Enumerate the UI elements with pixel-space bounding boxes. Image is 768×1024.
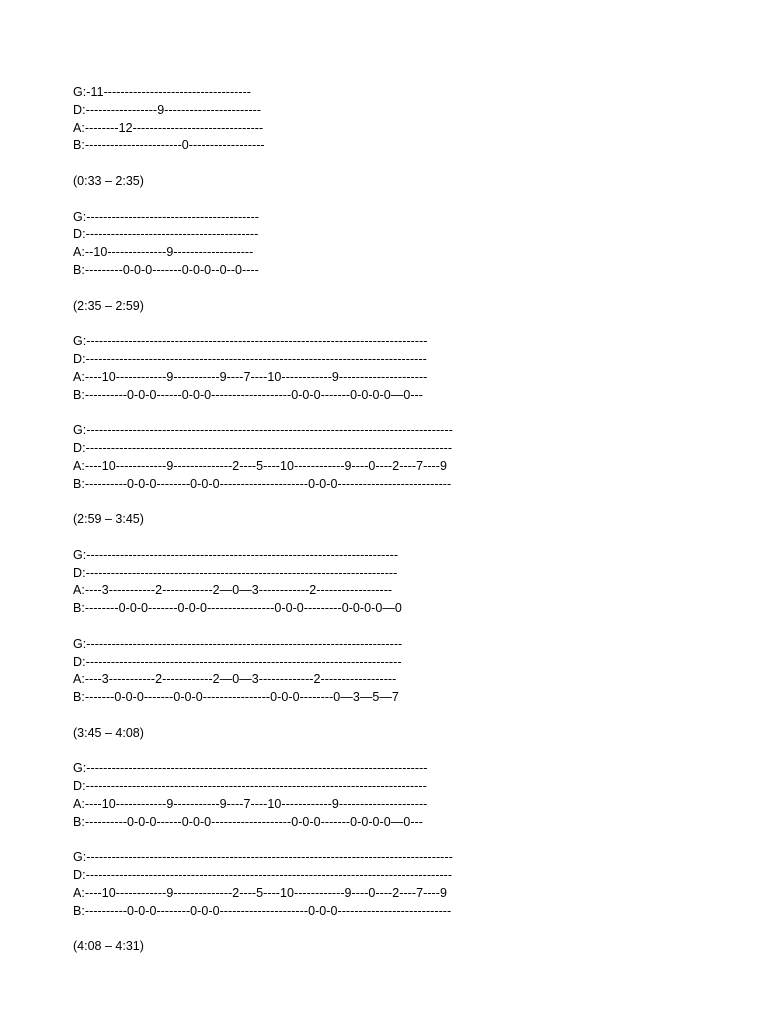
spacer [73,529,753,547]
section-timestamp: (2:59 – 3:45) [73,512,144,527]
tab-line-a: A:----10------------9--------------2----5----10------------9----0----2----7----9 [73,885,447,900]
tablature-document [73,84,753,956]
tab-block-1 [73,84,753,155]
tab-line-b: B:--------0-0-0-------0-0-0----------------0-0-0---------0-0-0-0—0 [73,601,402,616]
tab-line-d: D:--------------------------------------------------------------------------------------- [73,440,453,455]
tab-line-d: D:--------------------------------------------------------------------------------- [73,779,427,794]
tab-line-d: D:--------------------------------------------------------------------------------------- [73,868,453,883]
tab-line-a: A:----3-----------2------------2—0—3------------2------------------ [73,583,393,598]
spacer [73,920,753,938]
spacer [73,742,753,760]
tab-line-g: G:--------------------------------------------------------------------------------- [73,334,428,349]
tab-line-d: D:-----------------9----------------------- [73,102,262,117]
tab-block-3 [73,333,753,404]
spacer [73,404,753,422]
tab-block-4 [73,422,753,493]
tab-line-a: A:----10------------9-----------9----7----10------------9--------------------- [73,369,428,384]
spacer [73,707,753,725]
tab-line-a: A:--------12------------------------------- [73,120,264,135]
tab-line-b: B:---------0-0-0-------0-0-0--0--0---- [73,262,259,277]
tab-line-d: D:-------------------------------------------------------------------------- [73,565,398,580]
tab-line-b: B:-----------------------0------------------ [73,138,265,153]
section-timestamp: (2:35 – 2:59) [73,298,144,313]
tab-line-g: G:-11----------------------------------- [73,85,252,99]
tab-line-d: D:----------------------------------------- [73,227,259,242]
tab-line-g: G:--------------------------------------------------------------------------------------- [73,850,453,865]
tab-line-g: G:--------------------------------------------------------------------------------- [73,761,428,776]
tab-line-a: A:--10--------------9------------------- [73,245,254,260]
tab-line-a: A:----3-----------2------------2—0—3-------------2------------------ [73,672,397,687]
spacer [73,831,753,849]
spacer [73,191,753,209]
spacer [73,315,753,333]
tab-line-d: D:--------------------------------------------------------------------------- [73,654,402,669]
tab-line-b: B:----------0-0-0--------0-0-0---------------------0-0-0--------------------------- [73,903,452,918]
tab-line-b: B:----------0-0-0------0-0-0-------------------0-0-0-------0-0-0-0—0--- [73,387,423,402]
spacer [73,280,753,298]
section-timestamp: (0:33 – 2:35) [73,173,144,188]
tab-line-a: A:----10------------9--------------2----5----10------------9----0----2----7----9 [73,458,447,473]
tab-line-g: G:--------------------------------------------------------------------------- [73,636,403,651]
section-timestamp: (4:08 – 4:31) [73,939,144,954]
tab-block-6 [73,636,753,707]
section-timestamp: (3:45 – 4:08) [73,725,144,740]
tab-line-a: A:----10------------9-----------9----7----10------------9--------------------- [73,796,428,811]
tab-line-b: B:----------0-0-0------0-0-0-------------------0-0-0-------0-0-0-0—0--- [73,814,423,829]
tab-line-d: D:--------------------------------------------------------------------------------- [73,351,427,366]
tab-line-g: G:-------------------------------------------------------------------------- [73,547,399,562]
tab-line-b: B:-------0-0-0-------0-0-0----------------0-0-0--------0—3—5—7 [73,690,399,705]
spacer [73,618,753,636]
spacer [73,155,753,173]
tab-block-5 [73,547,753,618]
tab-line-g: G:--------------------------------------------------------------------------------------- [73,423,453,438]
tab-block-2 [73,209,753,280]
tab-line-b: B:----------0-0-0--------0-0-0---------------------0-0-0--------------------------- [73,476,452,491]
tab-block-8 [73,849,753,920]
spacer [73,493,753,511]
tab-line-g: G:----------------------------------------- [73,209,260,224]
tab-block-7 [73,760,753,831]
